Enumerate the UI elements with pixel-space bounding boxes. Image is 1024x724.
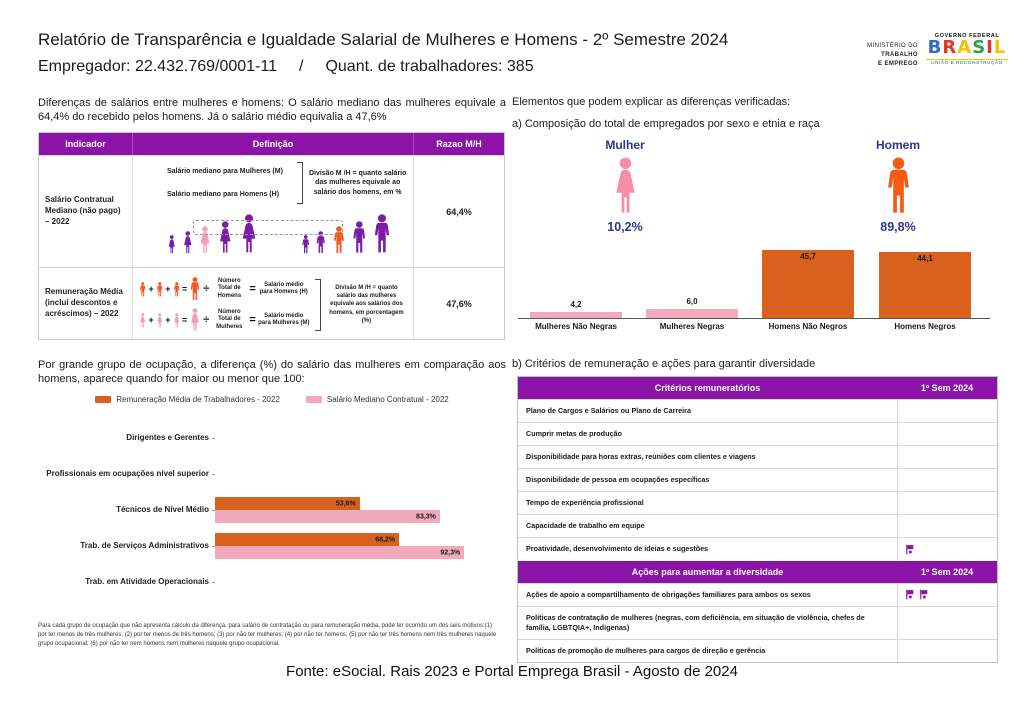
mulher-percentage: 10,2% [607, 220, 643, 234]
homem-label: Homem [875, 138, 920, 152]
criteria-row [518, 537, 997, 560]
axis-tick [212, 474, 215, 475]
plus-operator: + [165, 284, 171, 294]
bar-mediano [215, 546, 464, 559]
ratio-value: 47,6% [446, 298, 472, 309]
criteria-row [518, 468, 997, 491]
x-axis [518, 318, 990, 319]
comp-bar-1 [530, 312, 622, 318]
ministry-logo [836, 42, 918, 69]
criteria-label: Cumprir metas de produção [526, 429, 622, 439]
brasil-logo [926, 39, 1008, 58]
person-male-icon [351, 221, 368, 254]
person-male-icon [189, 277, 201, 301]
equals-operator: = [182, 315, 188, 325]
criteria-row [518, 514, 997, 537]
bracket [315, 279, 321, 331]
occ-category-label: Técnicos de Nível Médio [116, 505, 209, 515]
ministry-line3: E EMPREGO [878, 61, 918, 67]
criteria-label: Políticas de promoção de mulheres para cargos de direção e gerência [526, 645, 766, 655]
person-male-icon [156, 282, 164, 297]
legend-item-remuneracao [95, 395, 280, 404]
section-title: Ações para aumentar a diversidade [631, 566, 784, 577]
comp-category-label: Mulheres Negras [659, 322, 725, 331]
homem-percentage: 89,8% [880, 220, 916, 234]
bracket [297, 162, 303, 204]
explain-title: Elementos que podem explicar as diferenças verificadas: [512, 96, 791, 108]
occ-category-label: Trab. em Atividade Operacionais [85, 577, 209, 587]
median-women-label: Salário mediano para Mulheres (M) [167, 168, 283, 175]
brasil-letter: I [986, 37, 994, 58]
criteria-label: Disponibilidade de pessoa em ocupações específicas [526, 475, 710, 485]
total-label: Número Total de Homens [217, 277, 242, 299]
ministry-line2: TRABALHO [881, 52, 918, 58]
criteria-label: Disponibilidade para horas extras, reuniões com clientes e viagens [526, 452, 756, 462]
formula-male [139, 277, 310, 301]
salary-difference-summary: Diferenças de salários entre mulheres e homens: O salário mediano das mulheres equivale a 64,4% do recebido pelos homens. Já o salário médio equivalia a 47,6% [38, 97, 506, 124]
criteria-label: Capacidade de trabalho em equipe [526, 521, 645, 531]
occupation-bar-chart [38, 420, 506, 600]
gender-pictogram-mulher [575, 138, 675, 234]
formula-female [139, 308, 310, 332]
total-label: Número Total de Mulheres [216, 308, 243, 330]
criteria-row [518, 583, 997, 606]
occ-chart-row [38, 492, 506, 528]
occ-chart-row [38, 420, 506, 456]
criteria-value-cell [897, 584, 997, 606]
criteria-label: Plano de Cargos e Salários ou Plano de Carreira [526, 406, 691, 415]
section-title: Critérios remuneratórios [654, 383, 761, 393]
comp-bar-value: 44,1 [917, 254, 933, 264]
criteria-row [518, 639, 997, 662]
average-salary-formulas [139, 277, 310, 332]
criteria-row [518, 399, 997, 422]
comp-category-label: Homens Não Negros [768, 322, 848, 331]
criteria-section-header [518, 561, 997, 583]
indicator-label: Salário Contratual Mediano (não pago) – 2022 [39, 156, 133, 267]
person-female-icon [156, 313, 164, 328]
diversity-flag-icon [904, 589, 915, 600]
gender-pictogram-homem [848, 138, 948, 234]
bar-remuneracao [215, 533, 399, 546]
person-female-icon [139, 313, 147, 328]
person-male-icon [139, 282, 147, 297]
occ-category-label: Trab. de Serviços Administrativos [80, 541, 209, 551]
ratio-value: 64,4% [446, 206, 472, 217]
criteria-label: Políticas de contratação de mulheres (negras, com deficiência, em situação de violência, chefes de família, LGBTQIA+, Indigenas) [526, 612, 865, 632]
criteria-value-cell [897, 515, 997, 537]
col-razao: Razao M/H [436, 139, 482, 149]
criteria-section-header [518, 377, 997, 399]
plus-operator: + [148, 315, 154, 325]
criteria-label: Proatividade, desenvolvimento de ideias e sugestões [526, 544, 709, 554]
median-men-label: Salário mediano para Homens (H) [167, 191, 280, 198]
bar-value-label: 92,3% [440, 549, 461, 556]
criteria-label: Ações de apoio a compartilhamento de obrigações familiares para ambos os sexos [526, 589, 811, 599]
criteria-label: Tempo de experiência profissional [526, 498, 644, 508]
equals-operator: = [249, 314, 256, 326]
criteria-value-cell [897, 640, 997, 662]
col-indicador: Indicador [39, 133, 133, 155]
axis-tick [212, 438, 215, 439]
person-male-icon [173, 282, 181, 297]
mulher-label: Mulher [605, 138, 645, 152]
criteria-row [518, 445, 997, 468]
ministry-line1: MINISTÉRIO DO [867, 43, 918, 49]
employer-line [38, 58, 534, 76]
composition-bar-chart [518, 244, 1008, 342]
criteria-value-cell [897, 400, 997, 422]
equals-operator: = [182, 284, 188, 294]
man-figure-icon [884, 157, 913, 215]
legend-label: Remuneração Média de Trabalhadores - 2022 [116, 395, 280, 404]
occupation-chart-legend [38, 395, 506, 404]
occ-category-label: Dirigentes e Gerentes [126, 433, 209, 443]
table-row-mediano [39, 155, 504, 267]
comp-bar-value: 45,7 [800, 251, 816, 261]
section-period: 1º Sem 2024 [920, 566, 974, 577]
division-note: Divisão M /H = quanto salário das mulheres equivale aos salários dos homens, em porcentagem (%) [329, 285, 404, 324]
definition-cell [133, 156, 414, 267]
divide-operator: ÷ [203, 314, 210, 326]
indicator-label: Remuneração Média (inclui descontos e acréscimos) – 2022 [39, 268, 133, 339]
criteria-value-cell [897, 492, 997, 514]
brasil-letter: R [942, 37, 958, 58]
plus-operator: + [165, 315, 171, 325]
occupation-intro: Por grande grupo de ocupação, a diferença (%) do salário das mulheres em comparação aos homens, aparece quando for maior ou menor que 100: [38, 359, 506, 386]
brasil-letter: B [927, 37, 943, 58]
person-female-icon [182, 231, 194, 254]
person-female-icon [167, 235, 177, 254]
gov-logo-bottom-text: UNIÃO E RECONSTRUÇÃO [926, 59, 1008, 66]
people-pictogram-row [167, 212, 407, 254]
definition-cell [133, 268, 414, 339]
table-row-media [39, 267, 504, 339]
criteria-row [518, 606, 997, 639]
comp-category-label: Homens Negros [894, 322, 956, 331]
indicators-table [38, 132, 505, 340]
plus-operator: + [148, 284, 154, 294]
criteria-row [518, 422, 997, 445]
woman-figure-icon [611, 157, 640, 215]
person-male-icon [301, 235, 311, 254]
bar-value-label: 53,6% [335, 500, 356, 507]
item-b-title: b) Critérios de remuneração e ações para garantir diversidade [512, 358, 816, 370]
divide-operator: ÷ [203, 283, 210, 295]
employer-value: Empregador: 22.432.769/0001-11 [38, 58, 277, 75]
occ-bars-group [215, 497, 440, 523]
source-footer: Fonte: eSocial. Rais 2023 e Portal Emprega Brasil - Agosto de 2024 [286, 663, 738, 680]
occ-category-label: Profissionais em ocupações nível superior [46, 469, 209, 479]
brasil-letter: A [957, 37, 973, 58]
equals-operator: = [249, 283, 256, 295]
occ-chart-row [38, 564, 506, 600]
col-definicao: Definição [133, 133, 414, 155]
legend-swatch-pink [306, 396, 322, 403]
criteria-table [517, 376, 998, 663]
page-title: Relatório de Transparência e Igualdade Salarial de Mulheres e Homens - 2º Semestre 2024 [38, 30, 729, 49]
diversity-flag-icon [918, 589, 929, 600]
avg-label: Salário médio para Homens (H) [259, 281, 308, 295]
occ-bars-group [215, 533, 464, 559]
comp-bar-value: 6,0 [686, 297, 698, 307]
comp-bar-value: 4,2 [570, 299, 582, 309]
gov-logo-top-text: GOVERNO FEDERAL [934, 33, 1000, 39]
brasil-letter: L [993, 37, 1007, 58]
legend-item-mediano [306, 395, 449, 404]
legend-swatch-orange [95, 396, 111, 403]
division-note: Divisão M /H = quanto salário das mulheres equivale ao salário dos homens, em % [308, 169, 407, 196]
indicators-table-header [39, 133, 504, 155]
criteria-value-cell [897, 423, 997, 445]
bar-remuneracao [215, 497, 360, 510]
diversity-flag-icon [904, 544, 915, 555]
criteria-value-cell [897, 538, 997, 560]
separator: / [299, 58, 304, 75]
occ-chart-row [38, 528, 506, 564]
occ-chart-row [38, 456, 506, 492]
person-female-icon [173, 313, 181, 328]
section-period: 1º Sem 2024 [920, 383, 974, 393]
person-female-icon [189, 308, 201, 332]
bar-value-label: 68,2% [375, 536, 396, 543]
comp-bar-2 [646, 309, 738, 318]
criteria-value-cell [897, 469, 997, 491]
footnote: Para cada grupo de ocupação que não apresenta cálculo da diferença, para salário de contratação ou para remuneração média, pode ter ocorrido um dos seis motivos:(1) por ter menos de três mulheres; (2) por ter menos de três homens; (3) por não ter mulheres; (4) por não ter homens; (5) por não ter três homens nem três mulheres naquele grupo ocupacional; (6) por não ter nem homens nem mulheres naquele grupo ocupacional. [38, 623, 497, 647]
item-a-title: a) Composição do total de empregados por sexo e etnia e raça [512, 118, 820, 130]
person-male-icon [372, 214, 392, 254]
criteria-value-cell [897, 607, 997, 639]
axis-tick [212, 582, 215, 583]
avg-label: Salário médio para Mulheres (M) [258, 312, 310, 326]
brasil-letter: S [972, 37, 987, 58]
workers-count: Quant. de trabalhadores: 385 [325, 58, 534, 75]
legend-label: Salário Mediano Contratual - 2022 [326, 395, 449, 404]
criteria-row [518, 491, 997, 514]
criteria-value-cell [897, 446, 997, 468]
highlight-dashed-box [193, 220, 343, 235]
comp-category-label: Mulheres Não Negras [535, 322, 617, 331]
bar-value-label: 83,3% [416, 513, 436, 520]
bar-mediano [215, 510, 440, 523]
gov-federal-brasil-logo [926, 33, 1008, 66]
